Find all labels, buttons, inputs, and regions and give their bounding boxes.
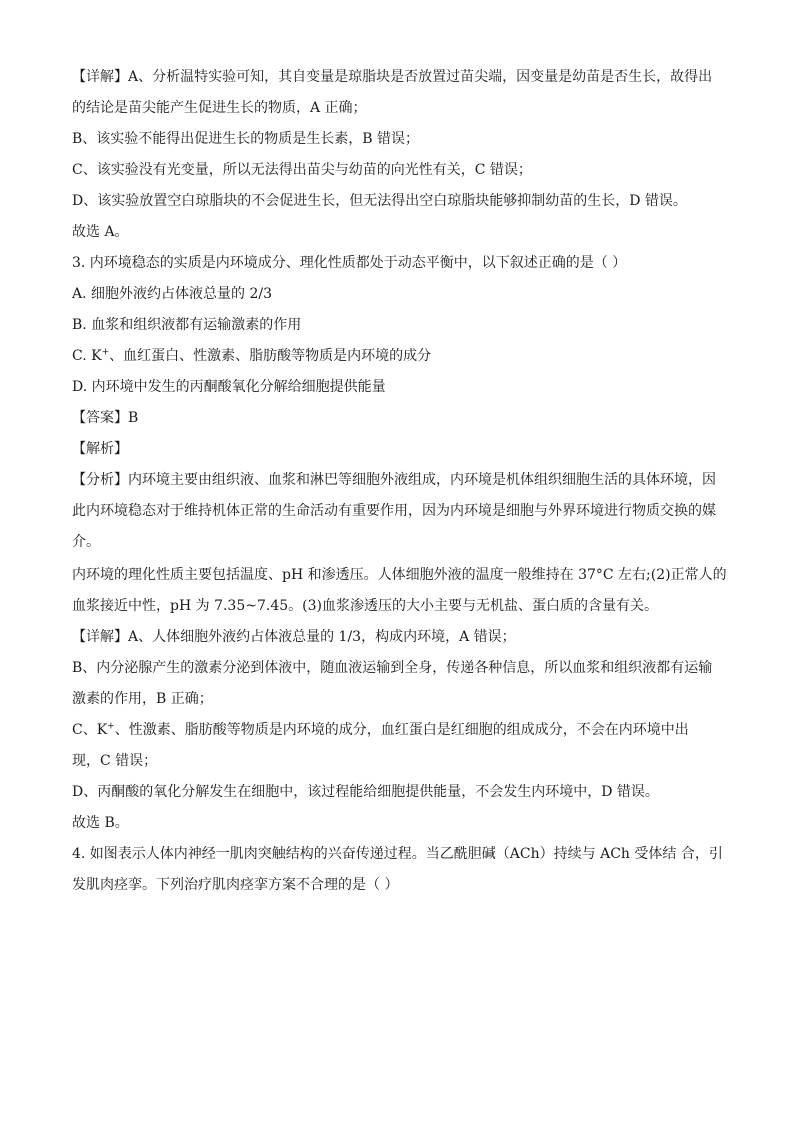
text-line: B、内分泌腺产生的激素分泌到体液中，随血液运输到全身，传递各种信息，所以血浆和组织液都有运输 (72, 660, 713, 676)
text-line: D、该实验放置空白琼脂块的不会促进生长，但无法得出空白琼脂块能够抑制幼苗的生长，D 错误。 (72, 193, 687, 209)
text-line: 介。 (72, 534, 100, 550)
text-fragment: 、性激素、脂肪酸等物质是内环境的成分，血红蛋白是红细胞的组成成分，不会在内环境中出 (114, 722, 689, 738)
text-line: 【分析】内环境主要由组织液、血浆和淋巴等细胞外液组成，内环境是机体组织细胞生活的具体环境，因 (72, 472, 716, 488)
text-line: 【详解】A、人体细胞外液约占体液总量的 1/3，构成内环境，A 错误； (72, 629, 516, 645)
question-stem: 4. 如图表示人体内神经一肌肉突触结构的兴奋传递过程。当乙酰胆碱（ACh）持续与 ACh 受体结 合，引 (72, 846, 723, 862)
text-line: B、该实验不能得出促进生长的物质是生长素，B 错误； (72, 131, 420, 147)
option-d: D. 内环境中发生的丙酮酸氧化分解给细胞提供能量 (72, 379, 386, 395)
answer-label: 【答案】B (72, 410, 139, 426)
text-line: 血浆接近中性，pH 为 7.35~7.45。(3)血浆渗透压的大小主要与无机盐、蛋白质的含量有关。 (72, 598, 658, 614)
superscript: + (101, 347, 110, 358)
option-c (72, 346, 732, 366)
text-fragment: C、K (72, 722, 108, 738)
text-fragment: 、血红蛋白、性激素、脂肪酸等物质是内环境的成分 (109, 348, 432, 364)
question-stem: 3. 内环境稳态的实质是内环境成分、理化性质都处于动态平衡中，以下叙述正确的是（ ） (72, 255, 627, 271)
analysis-label: 【解析】 (72, 441, 128, 457)
text-line: C、该实验没有光变量，所以无法得出苗尖与幼苗的向光性有关，C 错误； (72, 162, 532, 178)
text-line: 此内环境稳态对于维持机体正常的生命活动有重要作用，因为内环境是细胞与外界环境进行物质交换的媒 (72, 503, 716, 519)
text-line: 现，C 错误； (72, 753, 158, 769)
superscript: + (107, 721, 115, 732)
text-fragment: C. K (72, 348, 102, 364)
text-line: D、丙酮酸的氧化分解发生在细胞中，该过程能给细胞提供能量，不会发生内环境中，D 错误。 (72, 784, 659, 800)
option-b: B. 血浆和组织液都有运输激素的作用 (72, 317, 302, 333)
question-stem: 发肌肉痉挛。下列治疗肌肉痉挛方案不合理的是（ ） (72, 877, 399, 893)
text-line: 激素的作用，B 正确； (72, 691, 213, 707)
option-a: A. 细胞外液约占体液总量的 2/3 (72, 286, 272, 302)
text-line: 内环境的理化性质主要包括温度、pH 和渗透压。人体细胞外液的温度一般维持在 37°C 左右;(2)正常人的 (72, 567, 727, 583)
text-line: 【详解】A、分析温特实验可知，其自变量是琼脂块是否放置过苗尖端，因变量是幼苗是否生长，故得出 (72, 69, 713, 85)
text-line: 故选 A。 (72, 224, 129, 240)
text-line (72, 720, 732, 740)
text-line: 故选 B。 (72, 815, 129, 831)
text-line: 的结论是苗尖能产生促进生长的物质，A 正确； (72, 100, 367, 116)
